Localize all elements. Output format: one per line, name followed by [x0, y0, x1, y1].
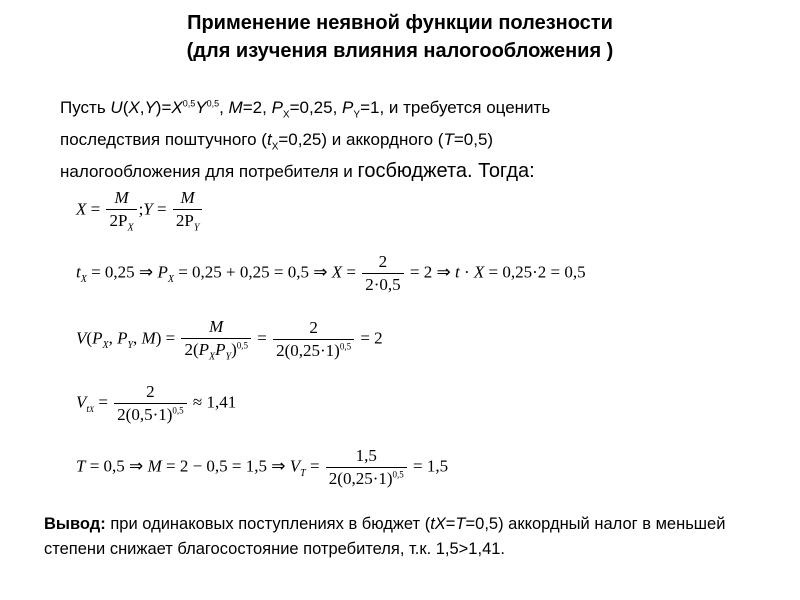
intro-line-2: последствия поштучного $(t_X=0,25)$ и аккордного (T=0,5) — [60, 130, 494, 153]
conclusion-label: Вывод: — [44, 515, 106, 533]
formula-demand: X = $\frac{M}{2P_X}$ ;Y = $\frac{M}{2P_Y}$ — [76, 188, 204, 233]
intro-line-1: Пусть $U(X,Y)=X^{0,5}Y^{0,5}$, M=2, $P_X=0,25$, $P_Y=1$, и требуется оценить — [60, 98, 551, 121]
formula-utility-unit-tax: $V_{tX}$ = $\frac{2}{2(0,5\cdot 1)^{0,5}}$ ≈ 1,41 — [76, 382, 237, 424]
intro-line-3: налогообложения для потребителя и госбюджета. Тогда: — [60, 160, 535, 182]
formula-indirect-utility: $V(P_X$, $P_Y$, M) = $\frac{M}{2(P_XP_Y)^{0,5}}$ = $\frac{2}{2(0,25\cdot 1)^{0,5}}$ = 2 — [76, 317, 383, 363]
conclusion-text: Вывод: при одинаковых поступлениях в бюджет (tX=T=0,5) аккордный налог в меньшей степени снижает благосостояние потребителя, т.к. 1,5>1,41. — [44, 515, 726, 558]
formula-lump-sum-tax: T = 0,5 ⇒ M = 2 − 0,5 = 1,5 ⇒ $V_T$ = $\frac{1,5}{2(0,25\cdot 1)^{0,5}}$ = 1,5 — [76, 446, 449, 488]
slide-title-line2: (для изучения влияния налогообложения ) — [186, 40, 614, 62]
slide-title-line1: Применение неявной функции полезности — [187, 12, 613, 34]
formula-unit-tax: $t_X = 0,25$ ⇒ $P_X = 0,25 + 0,25 = 0,5$ ⇒ X = $\frac{2}{2\cdot 0,5}$ = 2 ⇒ t · X = 0,25·2 = 0,5 — [76, 252, 586, 294]
